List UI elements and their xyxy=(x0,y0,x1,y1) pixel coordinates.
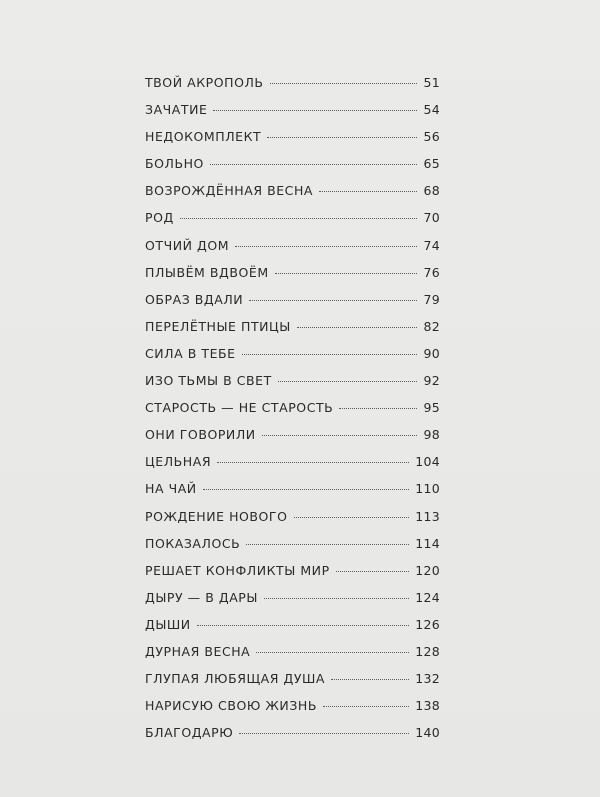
toc-entry-title: ЦЕЛЬНАЯ xyxy=(145,454,212,470)
toc-entry-page-number: 114 xyxy=(415,535,440,551)
toc-entry-page-number: 140 xyxy=(415,725,440,741)
toc-entry xyxy=(145,346,440,373)
dot-leader xyxy=(275,273,418,274)
toc-entry xyxy=(145,183,440,210)
toc-entry-page-number: 110 xyxy=(415,481,440,497)
toc-entry-title: БЛАГОДАРЮ xyxy=(145,725,234,741)
toc-entry-title: ВОЗРОЖДЁННАЯ ВЕСНА xyxy=(145,183,313,199)
dot-leader xyxy=(242,354,418,355)
toc-entry-page-number: 76 xyxy=(423,264,440,280)
dot-leader xyxy=(319,191,417,192)
toc-entry-title: ДУРНАЯ ВЕСНА xyxy=(145,643,251,659)
toc-entry-title: СТАРОСТЬ — НЕ СТАРОСТЬ xyxy=(145,400,334,416)
toc-entry xyxy=(145,129,440,156)
toc-entry xyxy=(145,454,440,481)
dot-leader xyxy=(203,489,410,490)
dot-leader xyxy=(256,652,409,653)
dot-leader xyxy=(331,679,409,680)
toc-entry xyxy=(145,265,440,292)
toc-entry xyxy=(145,210,440,237)
dot-leader xyxy=(213,110,417,111)
toc-entry xyxy=(145,644,440,671)
toc-entry-page-number: 68 xyxy=(423,183,440,199)
toc-entry-title: ПЕРЕЛЁТНЫЕ ПТИЦЫ xyxy=(145,318,291,334)
dot-leader xyxy=(239,733,409,734)
dot-leader xyxy=(323,706,409,707)
toc-entry-page-number: 95 xyxy=(423,400,440,416)
dot-leader xyxy=(217,462,409,463)
toc-entry xyxy=(145,481,440,508)
table-of-contents xyxy=(145,75,440,752)
toc-entry-title: ОНИ ГОВОРИЛИ xyxy=(145,427,256,443)
toc-entry-title: ИЗО ТЬМЫ В СВЕТ xyxy=(145,373,272,389)
toc-entry xyxy=(145,671,440,698)
toc-entry-title: РОД xyxy=(145,210,174,226)
dot-leader xyxy=(278,381,418,382)
toc-entry-title: ПЛЫВЁМ ВДВОЁМ xyxy=(145,264,269,280)
toc-entry-page-number: 65 xyxy=(423,156,440,172)
toc-entry xyxy=(145,698,440,725)
toc-entry-title: ДЫРУ — В ДАРЫ xyxy=(145,589,258,605)
toc-entry-page-number: 104 xyxy=(415,454,440,470)
toc-entry xyxy=(145,590,440,617)
toc-entry-title: ПОКАЗАЛОСЬ xyxy=(145,535,241,551)
toc-entry-title: СИЛА В ТЕБЕ xyxy=(145,345,236,361)
dot-leader xyxy=(249,300,417,301)
toc-entry-page-number: 79 xyxy=(423,291,440,307)
toc-entry-title: ОБРАЗ ВДАЛИ xyxy=(145,291,244,307)
toc-entry-title: БОЛЬНО xyxy=(145,156,204,172)
dot-leader xyxy=(336,571,410,572)
toc-entry xyxy=(145,536,440,563)
dot-leader xyxy=(297,327,418,328)
dot-leader xyxy=(246,544,409,545)
toc-entry xyxy=(145,292,440,319)
toc-entry xyxy=(145,427,440,454)
toc-entry-page-number: 74 xyxy=(423,237,440,253)
toc-entry xyxy=(145,617,440,644)
dot-leader xyxy=(267,137,417,138)
dot-leader xyxy=(264,598,409,599)
dot-leader xyxy=(339,408,417,409)
toc-entry xyxy=(145,319,440,346)
dot-leader xyxy=(197,625,410,626)
toc-entry-page-number: 124 xyxy=(415,589,440,605)
toc-entry-page-number: 70 xyxy=(423,210,440,226)
dot-leader xyxy=(262,435,418,436)
toc-entry-title: НАРИСУЮ СВОЮ ЖИЗНЬ xyxy=(145,698,317,714)
toc-entry-page-number: 132 xyxy=(415,671,440,687)
toc-entry xyxy=(145,563,440,590)
toc-entry-title: ОТЧИЙ ДОМ xyxy=(145,237,230,253)
toc-entry-page-number: 126 xyxy=(415,616,440,632)
toc-entry-title: РЕШАЕТ КОНФЛИКТЫ МИР xyxy=(145,562,330,578)
dot-leader xyxy=(210,164,418,165)
toc-entry-page-number: 138 xyxy=(415,698,440,714)
toc-entry-page-number: 120 xyxy=(415,562,440,578)
toc-entry xyxy=(145,725,440,752)
toc-entry-title: НА ЧАЙ xyxy=(145,481,197,497)
toc-entry xyxy=(145,238,440,265)
dot-leader xyxy=(294,517,410,518)
toc-entry-page-number: 90 xyxy=(423,345,440,361)
toc-entry-title: ЗАЧАТИЕ xyxy=(145,102,208,118)
dot-leader xyxy=(270,83,418,84)
toc-entry xyxy=(145,509,440,536)
toc-entry xyxy=(145,75,440,102)
toc-entry-title: НЕДОКОМПЛЕКТ xyxy=(145,129,262,145)
toc-entry-title: ГЛУПАЯ ЛЮБЯЩАЯ ДУША xyxy=(145,671,326,687)
toc-entry-page-number: 92 xyxy=(423,373,440,389)
toc-entry xyxy=(145,156,440,183)
toc-entry-page-number: 82 xyxy=(423,318,440,334)
toc-entry-page-number: 128 xyxy=(415,643,440,659)
toc-entry-title: РОЖДЕНИЕ НОВОГО xyxy=(145,508,288,524)
toc-entry xyxy=(145,373,440,400)
toc-entry-page-number: 51 xyxy=(423,75,440,90)
dot-leader xyxy=(235,246,417,247)
toc-entry-title: ДЫШИ xyxy=(145,616,191,632)
toc-entry xyxy=(145,400,440,427)
toc-entry-page-number: 56 xyxy=(423,129,440,145)
toc-entry-page-number: 54 xyxy=(423,102,440,118)
toc-entry-title: ТВОЙ АКРОПОЛЬ xyxy=(145,75,264,90)
toc-entry-page-number: 98 xyxy=(423,427,440,443)
toc-entry xyxy=(145,102,440,129)
toc-entry-page-number: 113 xyxy=(415,508,440,524)
dot-leader xyxy=(180,218,418,219)
